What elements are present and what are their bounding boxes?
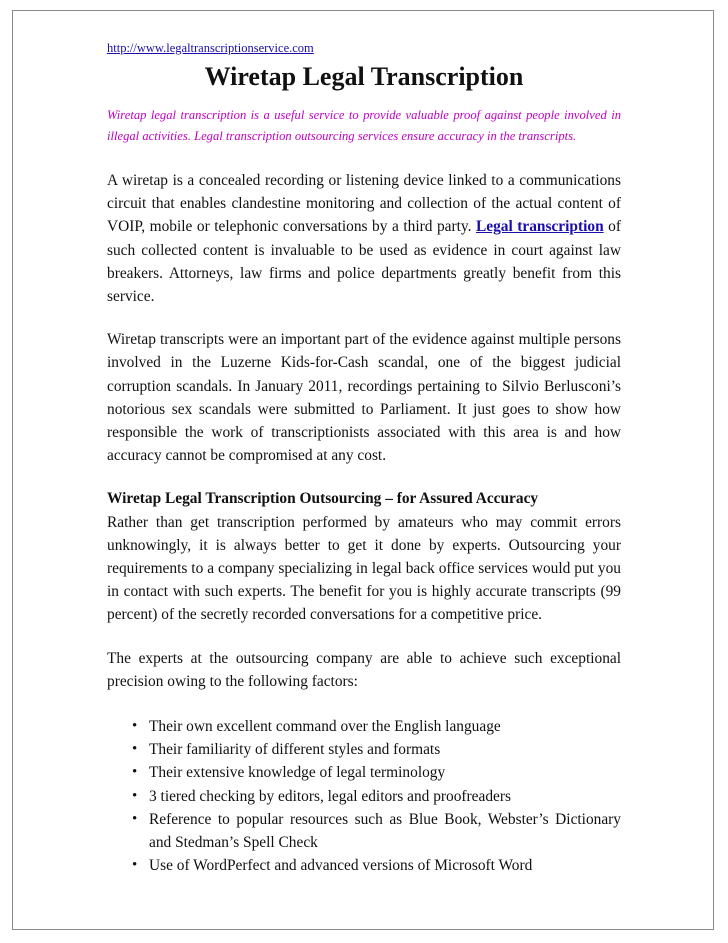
list-item <box>132 738 621 761</box>
list-item-text: Their extensive knowledge of legal terminology <box>149 764 446 782</box>
paragraph-wiretap-transcripts: Wiretap transcripts were an important part of the evidence against multiple persons involved in the Luzerne Kids-for-Cash scandal, one of the biggest judicial corruption scandals. In January 2011, recordings pertaining to Silvio Berlusconi’s notorious sex scandals were submitted to Parliament. It just goes to show how responsible the work of transcriptionists associated with this area is and how accuracy cannot be compromised at any cost. <box>107 331 621 465</box>
bullet-icon: • <box>132 718 138 735</box>
paragraph-wiretap-definition <box>107 169 621 308</box>
bullet-icon: • <box>132 764 138 781</box>
factors-list <box>107 715 621 877</box>
list-item-text: Their familiarity of different styles and formats <box>149 741 441 759</box>
bullet-icon: • <box>132 787 138 804</box>
list-item <box>132 715 621 738</box>
bullet-icon: • <box>132 810 138 827</box>
bullet-icon: • <box>132 857 138 874</box>
list-item-text: 3 tiered checking by editors, legal editors and proofreaders <box>149 787 511 805</box>
list-item-text: Reference to popular resources such as Blue Book, Webster’s Dictionary and Stedman’s Spell Check <box>149 810 621 852</box>
intro-summary: Wiretap legal transcription is a useful service to provide valuable proof against people involved in illegal activities. Legal transcription outsourcing services ensure accuracy in the transcripts. <box>107 108 621 143</box>
list-item <box>132 785 621 808</box>
site-url-link[interactable]: http://www.legaltranscriptionservice.com <box>107 41 314 55</box>
document-title: Wiretap Legal Transcription <box>204 62 524 91</box>
list-item-text: Their own excellent command over the English language <box>149 718 501 736</box>
document-body <box>107 40 621 877</box>
paragraph-experts: The experts at the outsourcing company are able to achieve such exceptional precision owing to the following factors: <box>107 649 621 690</box>
bullet-icon: • <box>132 741 138 758</box>
list-item <box>132 761 621 784</box>
section-heading-outsourcing: Wiretap Legal Transcription Outsourcing – for Assured Accuracy <box>107 490 539 508</box>
list-item <box>132 854 621 877</box>
paragraph-outsourcing: Rather than get transcription performed by amateurs who may commit errors unknowingly, it is always better to get it done by experts. Outsourcing your requirements to a company specializing in legal back office services would put you in contact with such experts. The benefit for you is highly accurate transcripts (99 percent) of the secretly recorded conversations for a competitive price. <box>107 513 621 624</box>
list-item <box>132 808 621 854</box>
list-item-text: Use of WordPerfect and advanced versions of Microsoft Word <box>149 857 533 875</box>
legal-transcription-link[interactable]: Legal transcription <box>475 218 604 236</box>
paragraph1-text-before: A wiretap is a concealed recording or listening device linked to a communications circuit that enables clandestine monitoring and collection of the actual content of VOIP, mobile or telephonic conversations by a third party. <box>107 172 621 236</box>
paragraph1-text-after: of such collected content is invaluable to be used as evidence in court against law breakers. Attorneys, law firms and police departments greatly benefit from this service. <box>107 218 622 306</box>
